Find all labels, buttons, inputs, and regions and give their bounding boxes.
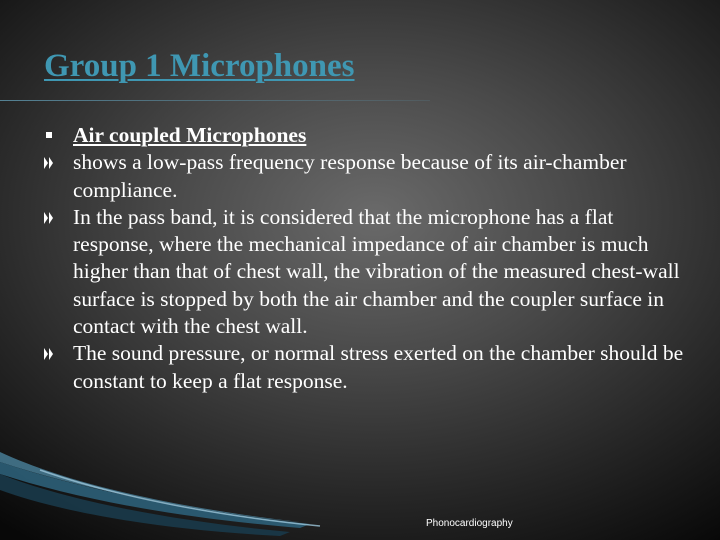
decorative-swoosh — [0, 440, 720, 540]
bullet-text: shows a low-pass frequency response because of its air-chamber compliance. — [73, 150, 627, 202]
square-bullet-icon — [46, 132, 52, 138]
title-rule — [0, 100, 430, 101]
bullet-item-air-coupled — [44, 122, 684, 149]
arrow-bullet-icon — [44, 212, 54, 224]
arrow-bullet-icon — [44, 348, 54, 360]
footer-text: Phonocardiography — [426, 518, 513, 529]
slide-title: Group 1 Microphones — [44, 48, 355, 84]
bullet-item-pass-band — [44, 204, 684, 340]
bullet-list — [44, 122, 684, 395]
bullet-heading: Air coupled Microphones — [73, 123, 307, 147]
bullet-text: In the pass band, it is considered that the microphone has a flat response, where the mechanical impedance of air chamber is much higher than that of chest wall, the vibration of the measured chest-wall surface is stopped by both the air chamber and the coupler surface in contact with the chest wall. — [73, 204, 680, 339]
bullet-item-sound-pressure — [44, 340, 684, 395]
arrow-bullet-icon — [44, 157, 54, 169]
bullet-item-low-pass — [44, 149, 684, 204]
bullet-text: The sound pressure, or normal stress exerted on the chamber should be constant to keep a flat response. — [73, 341, 684, 393]
